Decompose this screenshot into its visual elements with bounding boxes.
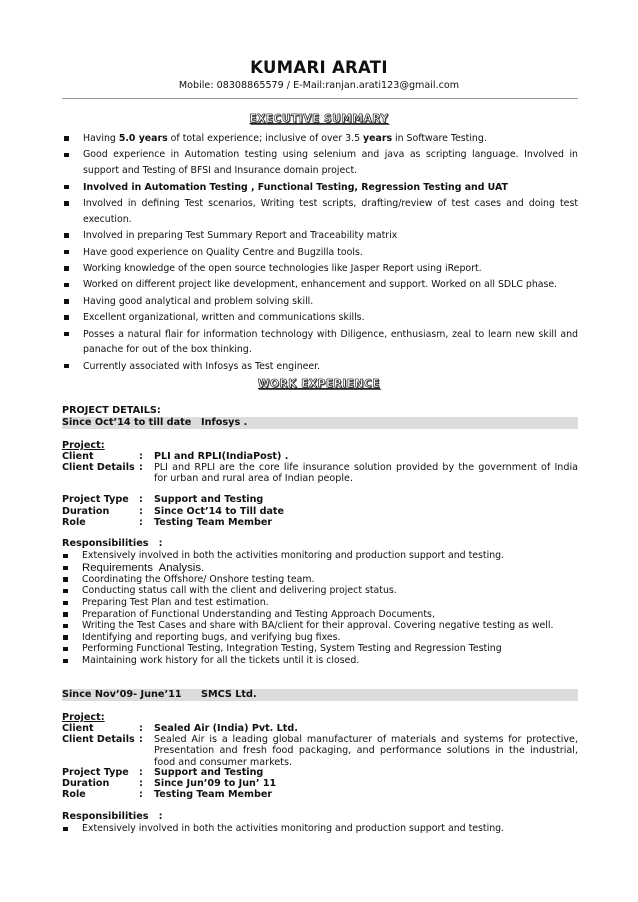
summary-item — [62, 245, 578, 261]
bullet-icon — [64, 201, 69, 206]
responsibility-item — [62, 632, 578, 644]
colon: : — [139, 462, 143, 473]
project-type-label: Project Type — [62, 767, 129, 778]
responsibility-text: Preparation of Functional Understanding and Testing Approach Documents, — [82, 608, 435, 620]
summary-item — [62, 359, 578, 375]
responsibility-item — [62, 609, 578, 621]
project-type-label: Project Type — [62, 494, 129, 505]
summary-text: Having good analytical and problem solving skill. — [83, 295, 314, 307]
summary-text: Worked on different project like development, enhancement and support. Worked on all SDLC phase. — [83, 279, 558, 291]
bullet-icon — [63, 601, 68, 606]
bullet-icon — [63, 554, 68, 559]
bullet-icon — [63, 589, 68, 594]
duration-value: Since Jun’09 to Jun’ 11 — [154, 778, 277, 789]
project-heading: Project: — [62, 440, 105, 451]
summary-text: Excellent organizational, written and communications skills. — [83, 312, 365, 324]
colon: : — [139, 767, 143, 778]
responsibility-text: Writing the Test Cases and share with BA/client for their approval. Covering negative testing as well. — [82, 620, 554, 632]
summary-item — [62, 147, 578, 179]
responsibility-item — [62, 620, 578, 632]
colon: : — [139, 734, 143, 745]
bullet-icon — [64, 153, 69, 158]
responsibility-item — [62, 550, 578, 562]
responsibility-text: Identifying and reporting bugs, and verifying bug fixes. — [82, 631, 341, 643]
bullet-icon — [64, 283, 69, 288]
executive-summary-list — [62, 131, 578, 375]
job-period-bar — [62, 417, 578, 429]
client-details-value: Sealed Air is a leading global manufacturer of materials and systems for protective, Presentation and fresh food packaging, and performance solutions in the industrial, food and consumer markets. — [154, 734, 578, 768]
summary-item — [62, 277, 578, 293]
contact-line: Mobile: 08308865579 / E-Mail:ranjan.arati123@gmail.com — [178, 80, 460, 91]
summary-item — [62, 310, 578, 326]
candidate-name: KUMARI ARATI — [250, 58, 388, 77]
summary-item — [62, 294, 578, 310]
client-value: PLI and RPLI(IndiaPost) . — [154, 451, 289, 462]
responsibility-text: Preparing Test Plan and test estimation. — [82, 596, 269, 608]
role-value: Testing Team Member — [154, 517, 273, 528]
role-value: Testing Team Member — [154, 789, 273, 800]
responsibility-item — [62, 574, 578, 586]
bullet-icon — [63, 624, 68, 629]
bullet-icon — [64, 266, 69, 271]
summary-text: Currently associated with Infosys as Test engineer. — [83, 360, 321, 372]
colon: : — [139, 451, 143, 462]
responsibility-text: Conducting status call with the client and delivering project status. — [82, 585, 397, 597]
colon: : — [139, 517, 143, 528]
responsibility-text: Extensively involved in both the activities monitoring and production support and testing. — [82, 823, 505, 834]
bullet-icon — [64, 185, 69, 190]
executive-summary-heading: EXECUTIVE SUMMARY — [249, 113, 389, 125]
summary-text: Have good experience on Quality Centre and Bugzilla tools. — [83, 246, 363, 258]
responsibility-item — [62, 643, 578, 655]
bullet-icon — [63, 577, 68, 582]
project-type-value: Support and Testing — [154, 494, 264, 505]
responsibility-item — [62, 655, 578, 667]
client-details-label: Client Details — [62, 734, 135, 745]
client-label: Client — [62, 451, 94, 462]
work-experience-heading: WORK EXPERIENCE — [257, 378, 381, 390]
summary-text: Involved in preparing Test Summary Report and Traceability matrix — [83, 230, 398, 242]
responsibilities-heading: Responsibilities : — [62, 538, 163, 549]
header-divider — [62, 98, 578, 99]
bullet-icon — [64, 364, 69, 369]
colon: : — [139, 506, 143, 517]
job-period-bar — [62, 689, 578, 701]
summary-text: in Software Testing. — [392, 133, 487, 144]
responsibility-text: Maintaining work history for all the tickets until it is closed. — [82, 654, 360, 666]
responsibility-text: Extensively involved in both the activities monitoring and production support and testing. — [82, 550, 505, 561]
bullet-icon — [63, 827, 68, 832]
responsibility-item — [62, 823, 578, 835]
bullet-icon — [64, 233, 69, 238]
responsibility-item — [62, 585, 578, 597]
summary-text: Working knowledge of the open source technologies like Jasper Report using iReport. — [83, 262, 482, 274]
responsibility-text: Performing Functional Testing, Integration Testing, System Testing and Regression Testing — [82, 643, 502, 655]
bullet-icon — [64, 332, 69, 337]
client-value: Sealed Air (India) Pvt. Ltd. — [154, 723, 298, 734]
summary-text: Posses a natural flair for information technology with Diligence, enthusiasm, zeal to learn new skill and panache for out of the box thinking. — [83, 328, 578, 356]
bullet-icon — [64, 315, 69, 320]
client-details-label: Client Details — [62, 462, 135, 473]
job-period: Since Oct’14 to till date — [62, 417, 192, 428]
summary-text: Involved in defining Test scenarios, Writing test scripts, drafting/review of test cases and doing test execution. — [83, 197, 578, 225]
summary-item — [62, 196, 578, 228]
summary-text: Good experience in Automation testing using selenium and java as scripting language. Involved in support and Testing of BFSI and Insurance domain project. — [83, 149, 578, 177]
responsibilities-heading: Responsibilities : — [62, 811, 163, 822]
client-details-value: PLI and RPLI are the core life insurance solution provided by the government of India for urban and rural area of Indian people. — [154, 462, 578, 485]
responsibility-item — [62, 562, 578, 574]
summary-text: Having — [83, 133, 119, 144]
bullet-icon — [63, 612, 68, 617]
responsibility-text: Coordinating the Offshore/ Onshore testing team. — [82, 573, 315, 585]
project-details-heading: PROJECT DETAILS: — [62, 405, 161, 416]
summary-text: of total experience; inclusive of over 3.5 — [167, 133, 364, 144]
responsibilities-list — [62, 823, 578, 835]
summary-item — [62, 180, 578, 196]
summary-item — [62, 327, 578, 359]
colon: : — [139, 789, 143, 800]
summary-item — [62, 131, 578, 147]
bullet-icon — [64, 250, 69, 255]
colon: : — [139, 723, 143, 734]
client-label: Client — [62, 723, 94, 734]
summary-item — [62, 261, 578, 277]
responsibility-item — [62, 597, 578, 609]
bullet-icon — [64, 299, 69, 304]
bullet-icon — [63, 647, 68, 652]
project-type-value: Support and Testing — [154, 767, 264, 778]
responsibilities-list — [62, 550, 578, 667]
role-label: Role — [62, 789, 86, 800]
responsibility-text: Requirements Analysis. — [82, 561, 205, 574]
summary-years-label: years — [363, 133, 393, 144]
bullet-icon — [64, 136, 69, 141]
bullet-icon — [63, 566, 68, 571]
job-company: Infosys . — [201, 417, 248, 428]
summary-text: Involved in Automation Testing , Functional Testing, Regression Testing and UAT — [83, 181, 508, 193]
duration-value: Since Oct’14 to Till date — [154, 506, 285, 517]
summary-item — [62, 228, 578, 244]
bullet-icon — [63, 659, 68, 664]
project-heading: Project: — [62, 712, 105, 723]
duration-label: Duration — [62, 506, 110, 517]
duration-label: Duration — [62, 778, 110, 789]
role-label: Role — [62, 517, 86, 528]
job-period: Since Nov’09- June’11 — [62, 689, 182, 700]
summary-years: 5.0 years — [118, 133, 168, 144]
colon: : — [139, 494, 143, 505]
colon: : — [139, 778, 143, 789]
bullet-icon — [63, 635, 68, 640]
job-company: SMCS Ltd. — [201, 689, 257, 700]
